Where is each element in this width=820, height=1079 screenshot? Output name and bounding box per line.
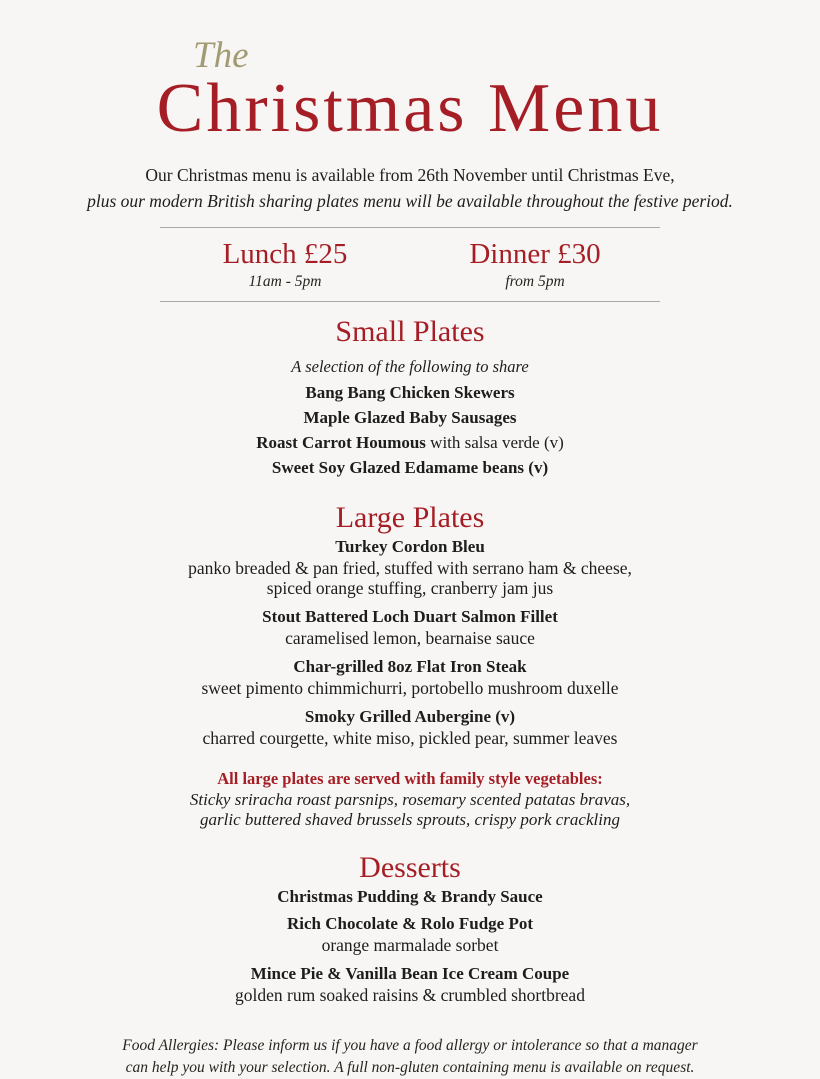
dinner-pricing (410, 237, 660, 291)
menu-item (0, 888, 820, 905)
menu-item: Bang Bang Chicken Skewers (305, 383, 515, 402)
pricing-band (160, 227, 660, 302)
section-large-plates (0, 502, 820, 830)
menu-item-name: Rich Chocolate & Rolo Fudge Pot (286, 914, 533, 933)
menu-item: Maple Glazed Baby Sausages (303, 408, 517, 427)
menu-item: Sweet Soy Glazed Edamame beans (v) (271, 458, 549, 477)
dinner-hours: from 5pm (505, 273, 565, 290)
menu-item-desc: charred courgette, white miso, pickled pear, summer leaves (202, 728, 618, 748)
vegetables-note (0, 770, 820, 830)
menu-item (0, 608, 820, 648)
intro-line-2: plus our modern British sharing plates menu will be available throughout the festive period. (87, 191, 733, 211)
intro-text (0, 162, 820, 214)
allergy-notice-line: Food Allergies: Please inform us if you have a food allergy or intolerance so that a manager (122, 1037, 698, 1054)
menu-item-desc (0, 558, 820, 598)
menu-item-desc: sweet pimento chimmichurri, portobello mushroom duxelle (201, 678, 619, 698)
menu-item (0, 538, 820, 598)
menu-item-name: Christmas Pudding & Brandy Sauce (277, 887, 543, 906)
menu-item-desc-line: spiced orange stuffing, cranberry jam jus (266, 578, 554, 598)
dinner-price-label: Dinner £30 (469, 238, 601, 270)
menu-item-desc-line: panko breaded & pan fried, stuffed with serrano ham & cheese, (188, 558, 632, 578)
menu-item (0, 658, 820, 698)
intro-line-1: Our Christmas menu is available from 26th November until Christmas Eve, (145, 165, 675, 185)
menu-item-name: Roast Carrot Houmous (256, 433, 426, 452)
menu-item-suffix: with salsa verde (v) (425, 433, 564, 452)
page-title: Christmas Menu (156, 70, 664, 147)
small-plates-title: Small Plates (335, 315, 485, 348)
small-plates-subtitle: A selection of the following to share (291, 357, 529, 376)
menu-item-name: Turkey Cordon Bleu (335, 537, 485, 556)
lunch-price-label: Lunch £25 (222, 238, 348, 270)
menu-item-desc: golden rum soaked raisins & crumbled shortbread (235, 985, 585, 1005)
desserts-title: Desserts (359, 851, 461, 884)
vegetables-note-heading: All large plates are served with family style vegetables: (217, 769, 603, 788)
allergy-notice-line: can help you with your selection. A full non-gluten containing menu is available on request. (125, 1059, 695, 1076)
menu-item-name: Stout Battered Loch Duart Salmon Fillet (262, 607, 558, 626)
vegetables-note-line: garlic buttered shaved brussels sprouts, crispy pork crackling (200, 810, 620, 829)
menu-item (0, 708, 820, 748)
vegetables-note-line: Sticky sriracha roast parsnips, rosemary scented patatas bravas, (189, 790, 631, 809)
section-small-plates (0, 316, 820, 476)
lunch-hours: 11am - 5pm (248, 273, 322, 290)
menu-item-name: Mince Pie & Vanilla Bean Ice Cream Coupe (250, 964, 570, 983)
section-desserts (0, 852, 820, 1005)
menu-item-desc: orange marmalade sorbet (321, 935, 499, 955)
menu-pretitle: The (193, 35, 249, 76)
menu-item (0, 915, 820, 955)
menu-item-name: Smoky Grilled Aubergine (v) (304, 707, 516, 726)
menu-item-desc: caramelised lemon, bearnaise sauce (285, 628, 535, 648)
lunch-pricing (160, 237, 410, 291)
menu-item-name: Char-grilled 8oz Flat Iron Steak (293, 657, 527, 676)
allergy-notice (0, 1035, 820, 1079)
menu-item (0, 434, 820, 451)
large-plates-title: Large Plates (335, 501, 485, 534)
menu-item (0, 965, 820, 1005)
